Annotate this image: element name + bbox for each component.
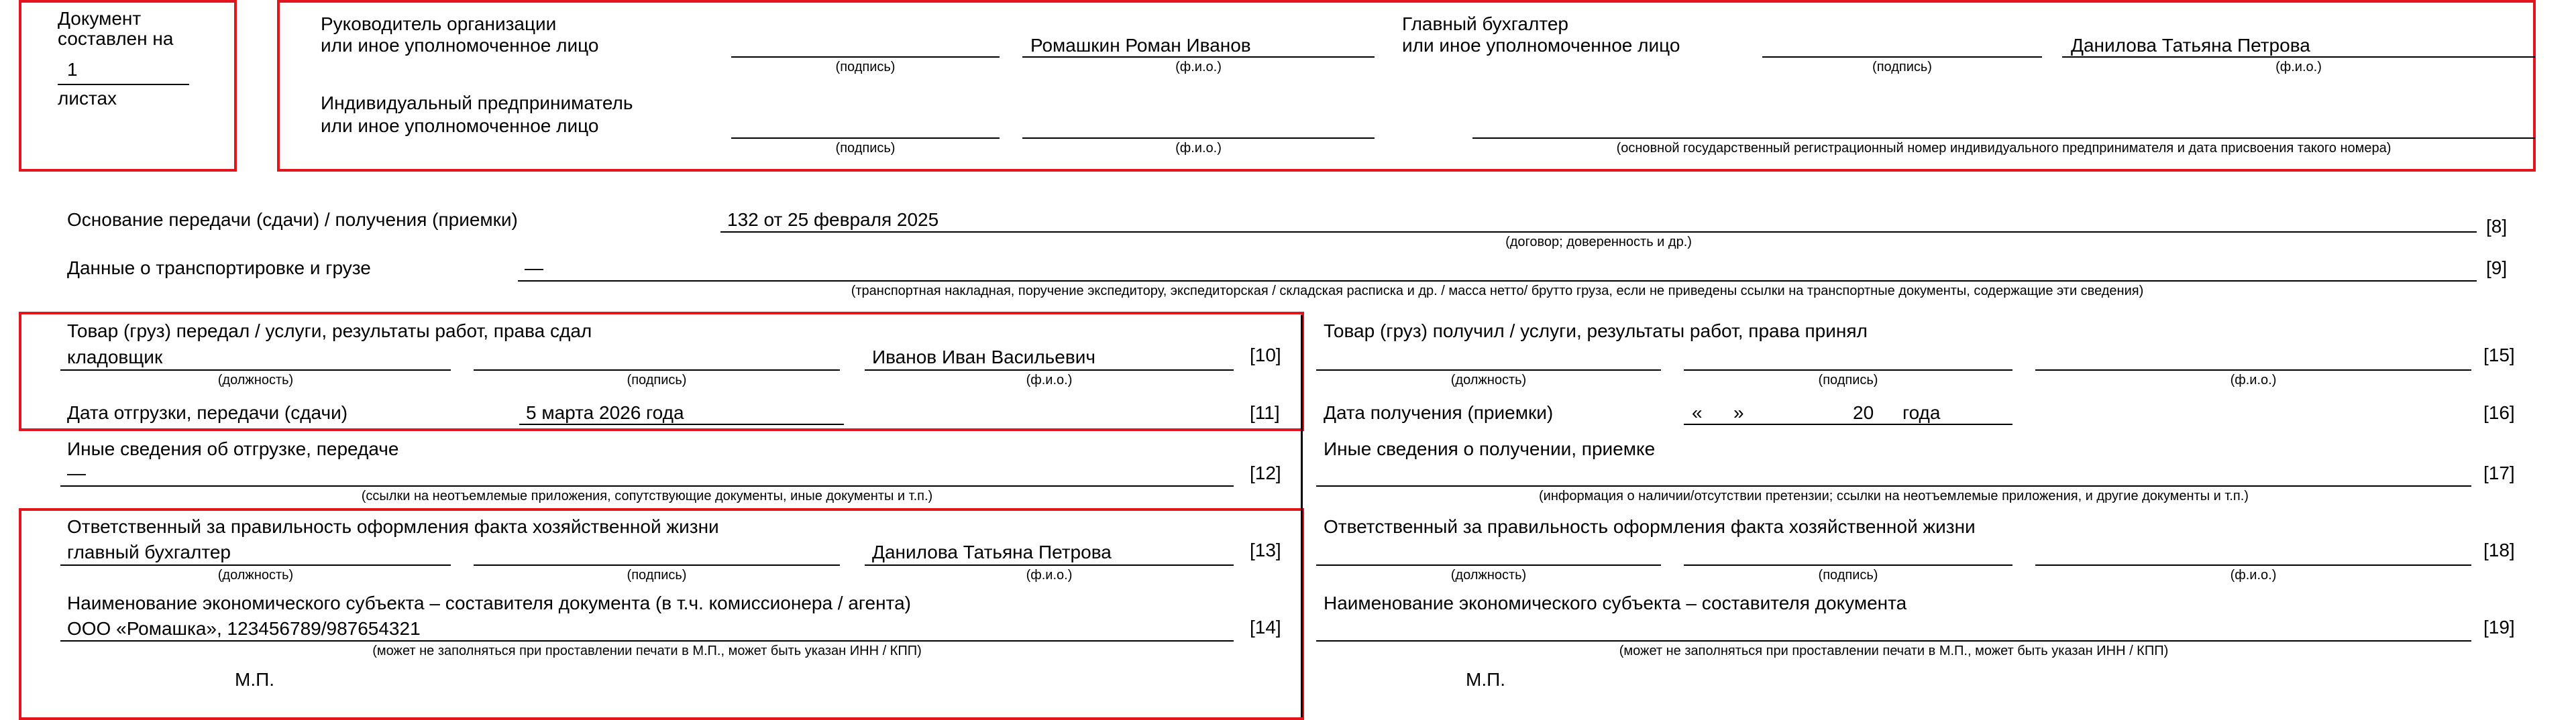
receive-date-label: Дата получения (приемки) [1324, 402, 1554, 423]
accountant-label: Главный бухгалтер [1402, 13, 1568, 34]
received-name-line[interactable] [2035, 369, 2471, 371]
sheets-label-2: составлен на [58, 28, 174, 49]
other-shipment-label: Иные сведения об отгрузке, передаче [67, 438, 399, 459]
left-responsible-signature-caption: (подпись) [627, 568, 687, 583]
num-15: [15] [2483, 345, 2515, 365]
accountant-name[interactable]: Данилова Татьяна Петрова [2071, 35, 2310, 56]
right-responsible-position-caption: (должность) [1450, 568, 1527, 583]
left-entity-line [60, 640, 1234, 642]
column-separator [1301, 315, 1303, 717]
other-receipt-label: Иные сведения о получении, приемке [1324, 438, 1656, 459]
transferred-position-caption: (должность) [217, 373, 294, 387]
entrepreneur-fio-caption: (ф.и.о.) [1175, 141, 1222, 156]
entrepreneur-name-line[interactable] [1022, 137, 1375, 139]
basis-caption: (договор; доверенность и др.) [1505, 235, 1692, 249]
num-19: [19] [2483, 617, 2515, 638]
receive-date-line[interactable] [1684, 424, 2012, 425]
left-entity-caption: (может не заполняться при проставлении печати в М.П., может быть указан ИНН / КПП) [372, 644, 922, 658]
left-responsible-label: Ответственный за правильность оформления факта хозяйственной жизни [67, 516, 719, 537]
num-17: [17] [2483, 463, 2515, 483]
entrepreneur-signature-line[interactable] [731, 137, 1000, 139]
right-entity-caption: (может не заполняться при проставлении печати в М.П., может быть указан ИНН / КПП) [1619, 644, 2169, 658]
entrepreneur-label: Индивидуальный предприниматель [321, 93, 633, 113]
ship-date-line [519, 424, 844, 425]
responsible-highlight [19, 508, 1304, 720]
received-signature-line[interactable] [1684, 369, 2012, 371]
received-signature-caption: (подпись) [1818, 373, 1878, 387]
other-shipment-line [60, 485, 1234, 487]
accountant-signature-caption: (подпись) [1872, 60, 1932, 74]
num-14: [14] [1250, 617, 1281, 638]
accountant-fio-caption: (ф.и.о.) [2275, 60, 2322, 74]
transport-label: Данные о транспортировке и грузе [67, 257, 371, 278]
num-13: [13] [1250, 540, 1281, 560]
head-label: Руководитель организации [321, 13, 557, 34]
sheets-label-3: листах [58, 88, 117, 109]
transport-caption: (транспортная накладная, поручение экспедитору, экспедиторская / складская расписка и др. / масса нетто/ брутто груза, если не приведены ссылки на транспортные документы, содержащие эти сведения) [851, 284, 2144, 298]
left-entity-value[interactable]: ООО «Ромашка», 123456789/987654321 [67, 618, 421, 639]
left-responsible-name[interactable]: Данилова Татьяна Петрова [872, 542, 1112, 562]
sheets-count-line [58, 84, 189, 85]
receive-date-year-suffix: года [1902, 402, 1941, 423]
received-position-line[interactable] [1316, 369, 1661, 371]
transferred-position-line [60, 369, 451, 371]
head-signature-caption: (подпись) [835, 60, 896, 74]
receive-date-year-prefix: 20 [1853, 402, 1874, 423]
right-responsible-signature-line[interactable] [1684, 564, 2012, 566]
other-shipment-caption: (ссылки на неотъемлемые приложения, сопутствующие документы, иные документы и т.п.) [361, 489, 933, 503]
transferred-name[interactable]: Иванов Иван Васильевич [872, 347, 1095, 367]
left-responsible-position[interactable]: главный бухгалтер [67, 542, 231, 562]
accountant-name-line [2062, 56, 2535, 58]
other-receipt-line[interactable] [1316, 485, 2471, 487]
transferred-position[interactable]: кладовщик [67, 347, 163, 367]
head-name[interactable]: Ромашкин Роман Иванов [1030, 35, 1251, 56]
transport-value[interactable]: — [525, 257, 543, 278]
head-fio-caption: (ф.и.о.) [1175, 60, 1222, 74]
transferred-fio-caption: (ф.и.о.) [1026, 373, 1073, 387]
other-receipt-caption: (информация о наличии/отсутствии претензии; ссылки на неотъемлемые приложения, и другие документы и т.п.) [1539, 489, 2249, 503]
sheets-count[interactable]: 1 [67, 59, 78, 80]
basis-number: [8] [2486, 216, 2508, 237]
transport-number: [9] [2486, 257, 2508, 278]
ogrn-line[interactable] [1472, 137, 2535, 139]
ogrn-caption: (основной государственный регистрационный номер индивидуального предпринимателя и дата присвоения такого номера) [1616, 141, 2392, 156]
ship-date-value[interactable]: 5 марта 2026 года [526, 402, 684, 423]
transferred-signature-caption: (подпись) [627, 373, 687, 387]
received-position-caption: (должность) [1450, 373, 1527, 387]
basis-label: Основание передачи (сдачи) / получения (приемки) [67, 209, 518, 230]
left-responsible-position-caption: (должность) [217, 568, 294, 583]
left-entity-label: Наименование экономического субъекта – составителя документа (в т.ч. комиссионера / агента) [67, 593, 911, 613]
receive-date-quote-close: » [1733, 402, 1744, 423]
transport-line [518, 280, 2477, 282]
head-signature-line[interactable] [731, 56, 1000, 58]
left-responsible-position-line [60, 564, 451, 566]
left-responsible-signature-line[interactable] [474, 564, 840, 566]
right-responsible-fio-caption: (ф.и.о.) [2230, 568, 2277, 583]
right-stamp-place: М.П. [1466, 669, 1506, 690]
right-entity-label: Наименование экономического субъекта – составителя документа [1324, 593, 1907, 613]
entrepreneur-signature-caption: (подпись) [835, 141, 896, 156]
right-responsible-label: Ответственный за правильность оформления факта хозяйственной жизни [1324, 516, 1976, 537]
entrepreneur-label-2: или иное уполномоченное лицо [321, 115, 599, 136]
right-responsible-signature-caption: (подпись) [1818, 568, 1878, 583]
receive-date-quote-open: « [1692, 402, 1703, 423]
transferred-signature-line[interactable] [474, 369, 840, 371]
left-stamp-place: М.П. [235, 669, 275, 690]
right-responsible-name-line[interactable] [2035, 564, 2471, 566]
ship-date-label: Дата отгрузки, передачи (сдачи) [67, 402, 348, 423]
received-label: Товар (груз) получил / услуги, результаты работ, права принял [1324, 320, 1868, 341]
other-shipment-value[interactable]: — [67, 463, 86, 483]
num-11: [11] [1250, 402, 1280, 423]
sheets-label: Документ [58, 8, 142, 29]
accountant-signature-line[interactable] [1762, 56, 2042, 58]
num-12: [12] [1250, 463, 1281, 483]
right-responsible-position-line[interactable] [1316, 564, 1661, 566]
received-fio-caption: (ф.и.о.) [2230, 373, 2277, 387]
accountant-label-2: или иное уполномоченное лицо [1402, 35, 1680, 56]
head-label-2: или иное уполномоченное лицо [321, 35, 599, 56]
left-responsible-fio-caption: (ф.и.о.) [1026, 568, 1073, 583]
num-18: [18] [2483, 540, 2515, 560]
transferred-label: Товар (груз) передал / услуги, результаты работ, права сдал [67, 320, 592, 341]
num-10: [10] [1250, 345, 1281, 365]
num-16: [16] [2483, 402, 2515, 423]
basis-line [720, 231, 2477, 233]
transferred-name-line [865, 369, 1234, 371]
basis-value[interactable]: 132 от 25 февраля 2025 [727, 209, 939, 230]
head-name-line [1022, 56, 1375, 58]
left-responsible-name-line [865, 564, 1234, 566]
right-entity-line[interactable] [1316, 640, 2471, 642]
